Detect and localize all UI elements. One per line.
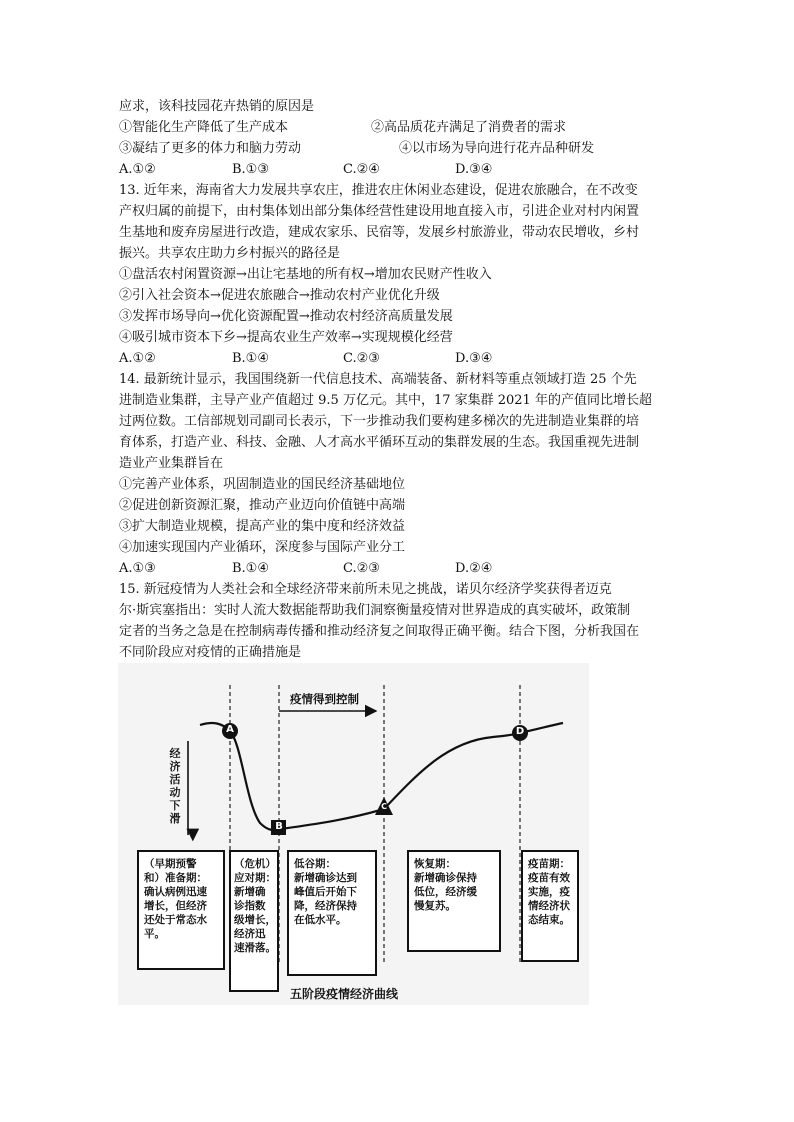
stage-2-text: （危机） 应对期： 新增确 诊指数 级增长， 经济迅 速滑落。 xyxy=(234,858,276,954)
stage-3-text: 低谷期： 新增确诊达到 峰值后开始下 降，经济保持 在低水平。 xyxy=(294,858,357,926)
q14-option: ④加速实现国内产业循环，深度参与国际产业分工 xyxy=(119,540,406,555)
q13-stem-line: 13. 近年来，海南省大力发展共享农庄，推进农庄休闲业态建设，促进农旅融合，在不改变 xyxy=(119,183,638,198)
q14-option: ①完善产业体系，巩固制造业的国民经济基础地位 xyxy=(119,477,406,492)
q13-choice-d: D.③④ xyxy=(455,351,493,366)
q14-stem-line: 造业产业集群旨在 xyxy=(119,456,224,471)
stage-1-text: （早期预警 和）准备期： 确认病例迅速 增长，但经济 还处于常态水 平。 xyxy=(144,858,207,940)
q13-choice-b: B.①④ xyxy=(232,351,269,366)
q14-stem-line: 过两位数。工信部规划司副司长表示，下一步推动我们要构建多梯次的先进制造业集群的培 xyxy=(119,414,640,429)
point-a-label: A xyxy=(226,724,234,735)
decline-label: 经济活动下滑 xyxy=(169,747,181,825)
point-b-label: B xyxy=(275,821,283,832)
figure-title: 五阶段疫情经济曲线 xyxy=(290,987,399,1001)
q13-choice-a: A.①② xyxy=(119,351,156,366)
q14-choice-a: A.①③ xyxy=(119,561,156,576)
q12-choice-b: B.①③ xyxy=(232,162,269,177)
q14-choice-b: B.①④ xyxy=(232,561,269,576)
q12-choice-a: A.①② xyxy=(119,162,156,177)
q12-option-2: ②高品质花卉满足了消费者的需求 xyxy=(371,120,567,135)
stage-5-text: 疫苗期： 疫苗有效 实施，疫 情经济状 态结束。 xyxy=(528,858,570,926)
q13-stem-line: 产权归属的前提下，由村集体划出部分集体经营性建设用地直接入市，引进企业对村内闲置 xyxy=(119,204,640,219)
q13-option: ③发挥市场导向→优化资源配置→推动农村经济高质量发展 xyxy=(119,309,453,324)
q13-option: ②引入社会资本→促进农旅融合→推动农村产业优化升级 xyxy=(119,288,440,303)
q15-stem-line: 不同阶段应对疫情的正确措施是 xyxy=(119,645,302,660)
q14-stem-line: 进制造业集群，主导产业产值超过 9.5 万亿元。其中，17 家集群 2021 年的产值同比增长超 xyxy=(119,393,652,408)
q12-option-1: ①智能化生产降低了生产成本 xyxy=(119,120,289,135)
q15-stem-line: 定者的当务之急是在控制病毒传播和推动经济复之间取得正确平衡。结合下图，分析我国在 xyxy=(119,624,640,639)
q14-choice-c: C.②③ xyxy=(343,561,380,576)
q13-stem-line: 振兴。共享农庄助力乡村振兴的路径是 xyxy=(119,246,341,261)
q14-option: ③扩大制造业规模，提高产业的集中度和经济效益 xyxy=(119,519,406,534)
q14-stem-line: 14. 最新统计显示，我国围绕新一代信息技术、高端装备、新材料等重点领域打造 25 个先 xyxy=(119,372,637,387)
figure-drawing xyxy=(118,663,589,1005)
q15-stem-line: 15. 新冠疫情为人类社会和全球经济带来前所未见之挑战，诺贝尔经济学奖获得者迈克 xyxy=(119,582,612,597)
q14-choice-d: D.②④ xyxy=(455,561,493,576)
stage-4-text: 恢复期： 新增确诊保持 低位，经济缓 慢复苏。 xyxy=(414,858,477,912)
q14-stem-line: 育体系，打造产业、科技、金融、人才高水平循环互动的集群发展的生态。我国重视先进制 xyxy=(119,435,640,450)
q13-stem-line: 生基地和废弃房屋进行改造，建成农家乐、民宿等，发展乡村旅游业，带动农民增收，乡村 xyxy=(119,225,640,240)
q12-stem: 应求，该科技园花卉热销的原因是 xyxy=(119,99,315,114)
q12-choice-c: C.②④ xyxy=(343,162,380,177)
q13-option: ①盘活农村闲置资源→出让宅基地的所有权→增加农民财产性收入 xyxy=(119,267,492,282)
q12-option-3: ③凝结了更多的体力和脑力劳动 xyxy=(119,141,302,156)
q12-option-4: ④以市场为导向进行花卉品种研发 xyxy=(399,141,595,156)
q12-choice-d: D.③④ xyxy=(455,162,493,177)
point-c-label: C xyxy=(381,802,387,811)
q15-stem-line: 尔·斯宾塞指出：实时人流大数据能帮助我们洞察衡量疫情对世界造成的真实破坏，政策制 xyxy=(119,603,631,618)
point-d-label: D xyxy=(515,726,525,737)
epidemic-economy-figure xyxy=(118,663,589,1005)
q13-choice-c: C.②③ xyxy=(343,351,380,366)
q13-option: ④吸引城市资本下乡→提高农业生产效率→实现规模化经营 xyxy=(119,330,453,345)
controlled-label: 疫情得到控制 xyxy=(290,692,359,706)
q14-option: ②促进创新资源汇聚，推动产业迈向价值链中高端 xyxy=(119,498,406,513)
